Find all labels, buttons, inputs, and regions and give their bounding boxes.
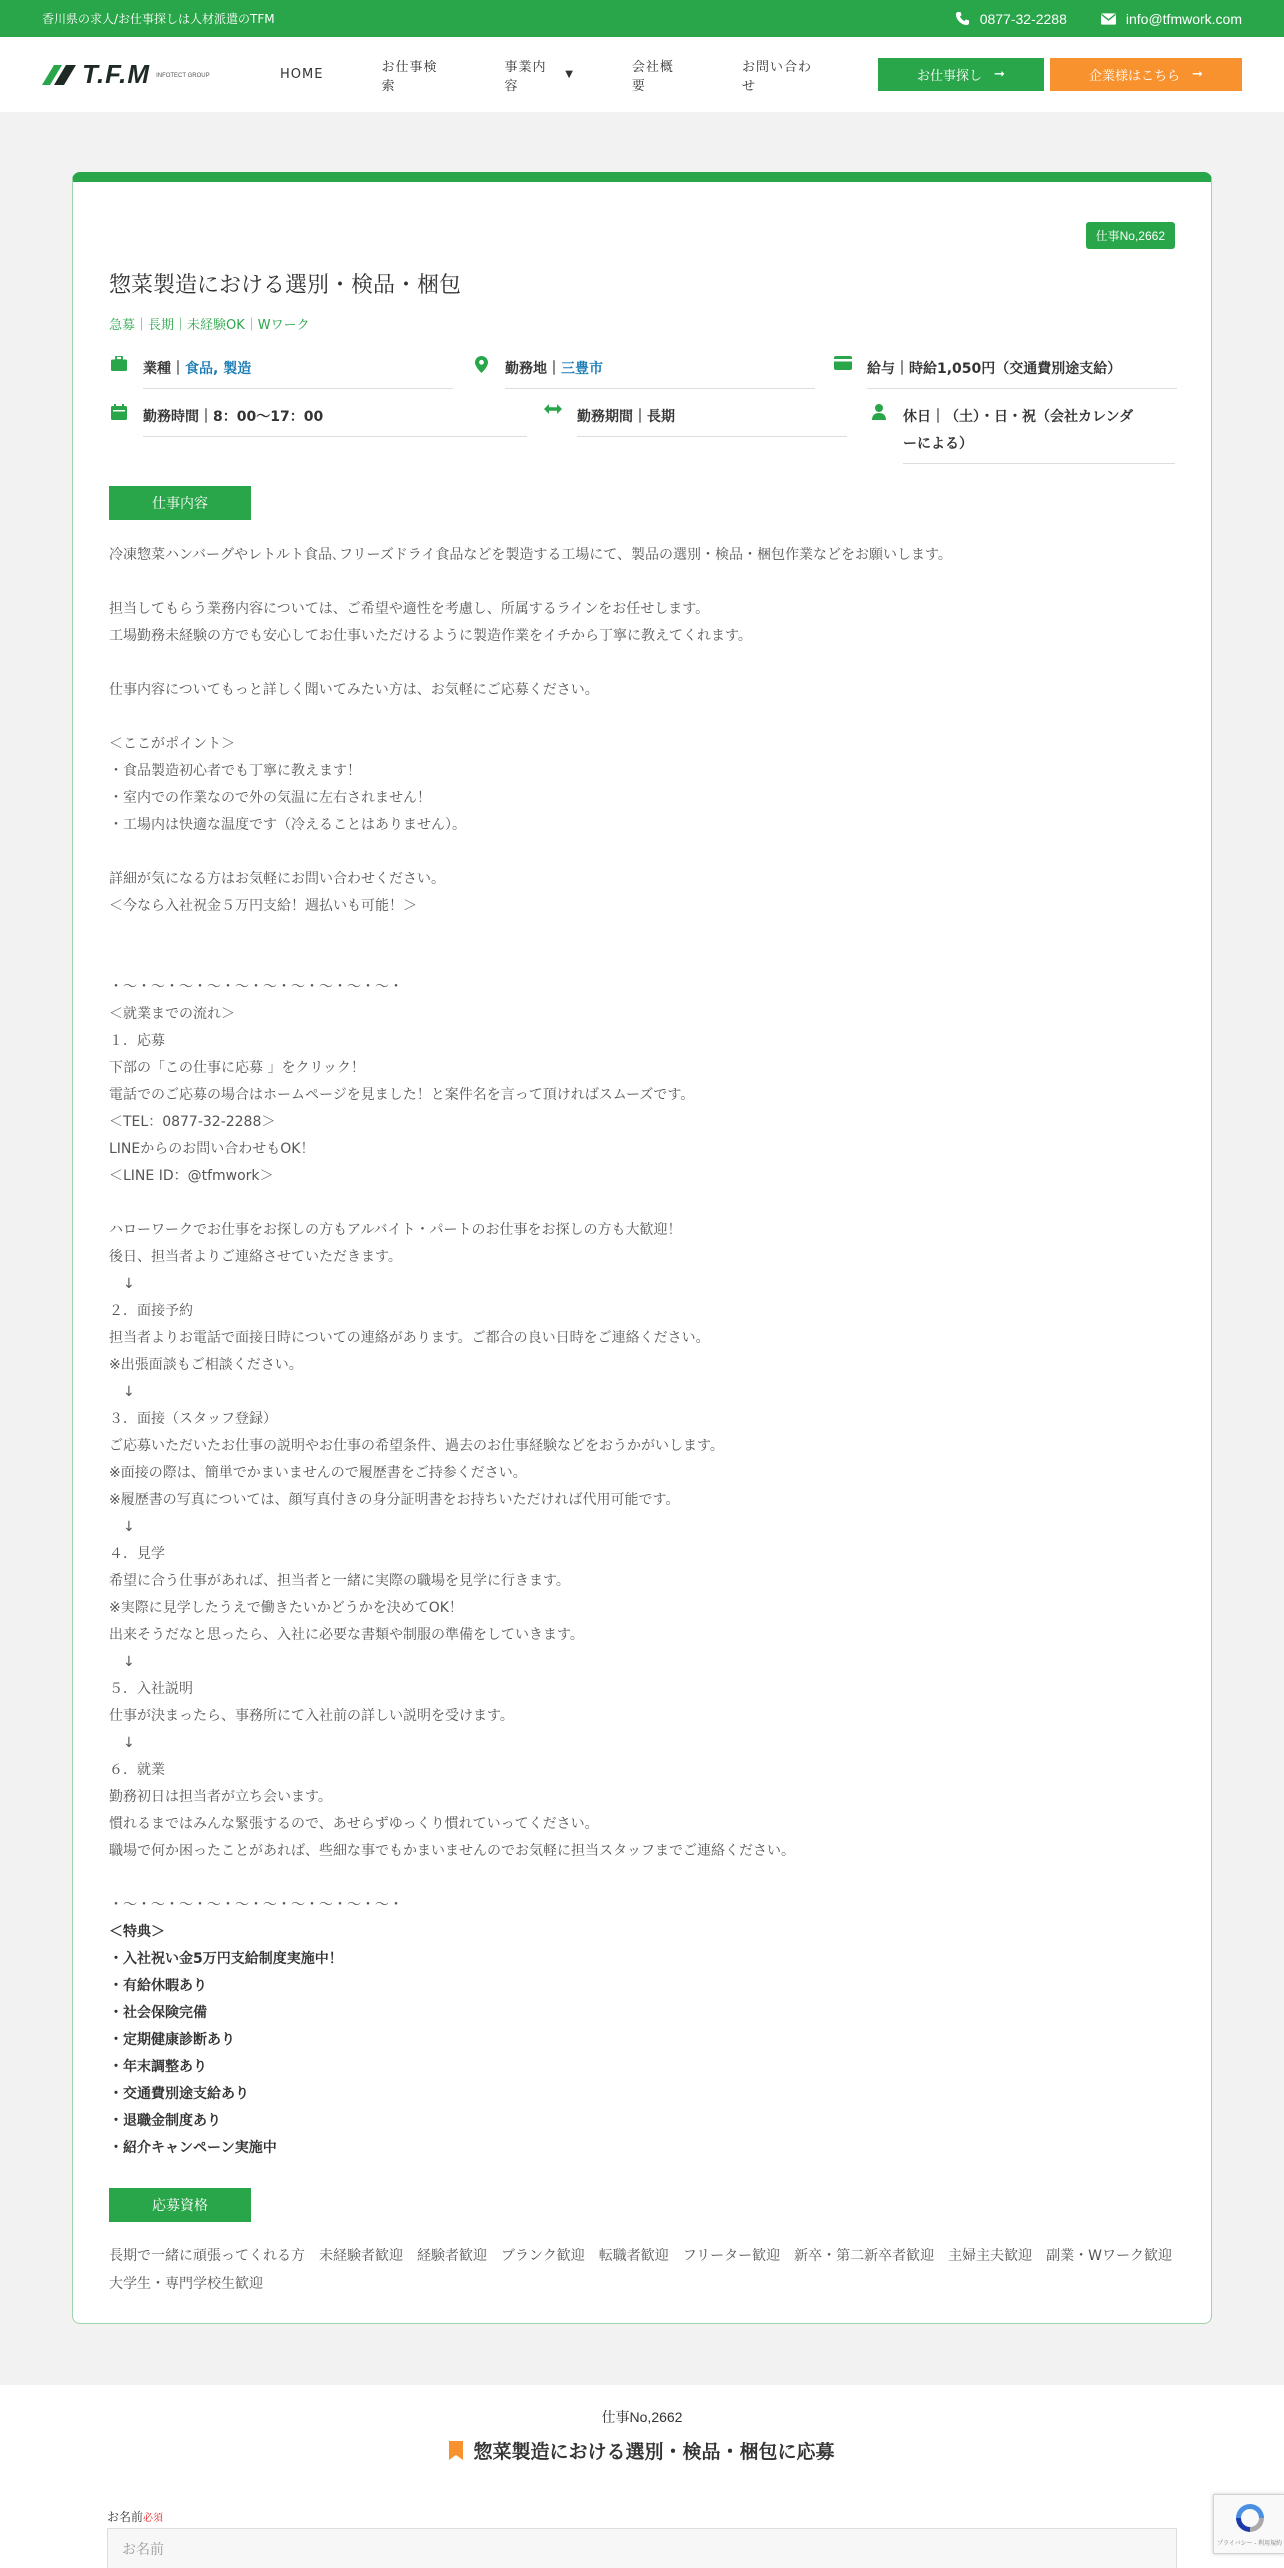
logo-mark-icon [42,65,76,85]
description-line: ＜就業までの流れ＞ [109,1006,235,1022]
nav-item-business[interactable] [505,56,574,94]
main-nav [0,37,1284,112]
description-line: ご応募いただいたお仕事の説明やお仕事の希望条件、過去のお仕事経験などをおうかがいします。 [109,1438,724,1454]
description-line: ハローワークでお仕事をお探しの方もアルバイト・パートのお仕事をお探しの方も大歓迎！ [109,1222,682,1238]
description-line: 下部の「この仕事に応募 」をクリック！ [109,1060,365,1076]
job-title: 惣菜製造における選別・検品・梱包 [109,273,462,298]
description-line: 後日、担当者よりご連絡させていただきます。 [109,1249,402,1265]
description-line: ※面接の際は、簡単でかまいませんので履歴書をご持参ください。 [109,1465,527,1481]
job-detail-card [72,172,1212,2324]
arrow-right-icon: ➞ [994,67,1005,82]
phone-icon [955,11,970,26]
description-line: ・食品製造初心者でも丁寧に教えます！ [109,763,361,779]
period-text: 勤務期間｜長期 [577,404,847,437]
site-logo[interactable] [42,59,280,90]
salary-text: 給与｜時給1,050円（交通費別途支給） [867,356,1177,389]
description-line: ＜ここがポイント＞ [109,736,235,752]
phone-number: 0877-32-2288 [979,10,1067,27]
description-line: ＜今なら入社祝金５万円支給！週払いも可能！＞ [109,898,417,914]
envelope-icon [1101,13,1116,25]
info-period [543,404,847,437]
name-field-label [107,2508,163,2525]
email-address: info@tfmwork.com [1125,10,1242,27]
email-contact[interactable] [1101,11,1242,27]
description-line [109,569,1179,596]
location-text [505,356,815,389]
logo-text: T.F.M [82,59,151,89]
description-line: ・室内での作業なので外の気温に左右されません！ [109,790,431,806]
benefit-line: ・紹介キャンペーン実施中 [109,2140,277,2156]
description-line: 勤務初日は担当者が立ち会います。 [109,1789,332,1805]
nav-item-job-search[interactable]: お仕事検索 [381,59,438,94]
arrows-horizontal-icon [543,404,563,414]
description-line: 職場で何か困ったことがあれば、些細な事でもかまいませんのでお気軽に担当スタッフまでご連絡ください。 [109,1843,795,1859]
description-line [109,650,1179,677]
recaptcha-icon [1233,2501,1267,2535]
job-search-button[interactable] [878,58,1044,91]
location-label: 勤務地｜ [505,361,561,377]
description-line: LINEからのお問い合わせもOK！ [109,1141,315,1157]
category-text [143,356,453,389]
description-line: ＜LINE ID：@tfmwork＞ [109,1168,274,1184]
name-label-text: お名前 [107,2510,144,2524]
description-line: 出来そうだなと思ったら、入社に必要な書類や制服の準備をしていきます。 [109,1627,584,1643]
map-marker-icon [471,356,491,373]
job-description [109,542,1179,2162]
hours-text: 勤務時間｜8：00～17：00 [143,404,527,437]
job-number-badge: 仕事No,2662 [1086,222,1175,249]
site-tagline: 香川県の求人/お仕事探しは人材派遣のTFM [42,12,275,26]
description-line: ２．面接予約 [109,1303,193,1319]
benefit-line: ＜特典＞ [109,1924,165,1940]
description-line [109,839,1179,866]
description-line: ３．面接（スタッフ登録） [109,1411,277,1427]
description-line: ※出張面談もご相談ください。 [109,1357,303,1373]
benefit-line: ・定期健康診断あり [109,2032,235,2048]
description-line: 慣れるまではみんな緊張するので、あせらずゆっくり慣れていってください。 [109,1816,599,1832]
briefcase-icon [109,356,129,371]
description-line: １．応募 [109,1033,165,1049]
user-icon [869,404,889,420]
benefit-line: ・有給休暇あり [109,1978,207,1994]
nav-item-business-label: 事業内容 [504,59,547,94]
description-line: 冷凍惣菜ハンバーグやレトルト食品､フリーズドライ食品などを製造する工場にて、製品の選別・検品・梱包作業などをお願いします。 [109,547,952,563]
holiday-text [903,404,1175,464]
nav-item-home[interactable]: HOME [280,67,324,82]
description-line: ※履歴書の写真については、顔写真付きの身分証明書をお持ちいただければ代用可能です。 [109,1492,680,1508]
description-line: 担当してもらう業務内容については、ご希望や適性を考慮し、所属するラインをお任せします。 [109,601,710,617]
category-value[interactable]: 食品, 製造 [185,361,252,377]
caret-down-icon: ▼ [565,69,574,80]
description-line: ↓ [109,1735,135,1751]
company-button[interactable] [1050,58,1242,91]
qualification-text: 長期で一緒に頑張ってくれる方 未経験者歓迎 経験者歓迎 ブランク歓迎 転職者歓迎 フリーター歓迎 新卒・第二新卒者歓迎 主婦主夫歓迎 副業・Wワーク歓迎 大学生・専門学校生歓迎 [109,2248,1186,2292]
name-input[interactable] [107,2528,1177,2568]
job-tags: 急募｜長期｜未経験OK｜Wワーク [109,318,310,333]
recaptcha-badge[interactable] [1213,2494,1284,2554]
description-line: 詳細が気になる方はお気軽にお問い合わせください。 [109,871,445,887]
description-line: ・～・～・～・～・～・～・～・～・～・～・ [109,1897,403,1913]
apply-title-text: 惣菜製造における選別・検品・梱包に応募 [473,2441,835,2463]
description-line: ６．就業 [109,1762,165,1778]
wallet-icon [833,356,853,370]
description-line [109,947,1179,974]
info-category [109,356,453,389]
location-value[interactable]: 三豊市 [561,361,603,377]
description-line [109,704,1179,731]
work-content-heading: 仕事内容 [109,486,251,520]
holiday-line-1: 休日｜（土）・日・祝（会社カレンダ [903,409,1134,425]
description-line: ４．見学 [109,1546,165,1562]
apply-job-number: 仕事No,2662 [601,2409,683,2425]
info-hours [109,404,527,437]
top-bar [0,0,1284,37]
description-line: ※実際に見学したうえで働きたいかどうかを決めてOK！ [109,1600,463,1616]
bookmark-icon [449,2441,463,2460]
qualification-heading: 応募資格 [109,2188,251,2222]
holiday-line-2: ーによる） [903,436,973,452]
required-marker: 必須 [143,2513,164,2524]
phone-contact[interactable] [955,11,1067,27]
calendar-icon [109,404,129,420]
description-line [109,1190,1179,1217]
info-holiday [869,404,1175,464]
nav-item-contact[interactable]: お問い合わせ [741,59,812,94]
benefit-line: ・交通費別途支給あり [109,2086,249,2102]
description-line: ↓ [109,1276,135,1292]
description-line: ＜TEL：0877-32-2288＞ [109,1114,276,1130]
description-line [109,920,1179,947]
info-salary [833,356,1177,389]
description-line: ・工場内は快適な温度です（冷えることはありません）。 [109,817,466,833]
description-line: 工場勤務未経験の方でも安心してお仕事いただけるように製造作業をイチから丁寧に教えてくれます。 [109,628,752,644]
benefit-line: ・入社祝い金5万円支給制度実施中！ [109,1951,343,1967]
recaptcha-text: プライバシー - 利用規約 [1216,2541,1283,2547]
apply-section [0,2385,1284,2568]
company-button-label: 企業様はこちら [1089,69,1181,84]
nav-menu [280,56,878,94]
description-line: 担当者よりお電話で面接日時についての連絡があります。ご都合の良い日時をご連絡ください。 [109,1330,710,1346]
benefit-line: ・年末調整あり [109,2059,207,2075]
job-search-button-label: お仕事探し [917,69,983,84]
description-line: 希望に合う仕事があれば、担当者と一緒に実際の職場を見学に行きます。 [109,1573,570,1589]
description-line: ↓ [109,1384,135,1400]
description-line: ５．入社説明 [109,1681,193,1697]
info-location [471,356,815,389]
description-line [109,1865,1179,1892]
arrow-right-icon: ➞ [1192,67,1203,82]
description-line: ・～・～・～・～・～・～・～・～・～・～・ [109,979,403,995]
description-line: ↓ [109,1654,135,1670]
description-line: 仕事が決まったら、事務所にて入社前の詳しい説明を受けます。 [109,1708,514,1724]
apply-title [0,2437,1284,2464]
logo-subtext: INFOTECT GROUP [156,73,210,79]
nav-item-company[interactable]: 会社概要 [631,59,674,94]
category-label: 業種｜ [143,361,185,377]
description-line: 電話でのご応募の場合はホームページを見ました！と案件名を言って頂ければスムーズです。 [109,1087,695,1103]
benefit-line: ・社会保険完備 [109,2005,207,2021]
description-line: ↓ [109,1519,135,1535]
description-line: 仕事内容についてもっと詳しく聞いてみたい方は、お気軽にご応募ください。 [109,682,599,698]
benefit-line: ・退職金制度あり [109,2113,221,2129]
